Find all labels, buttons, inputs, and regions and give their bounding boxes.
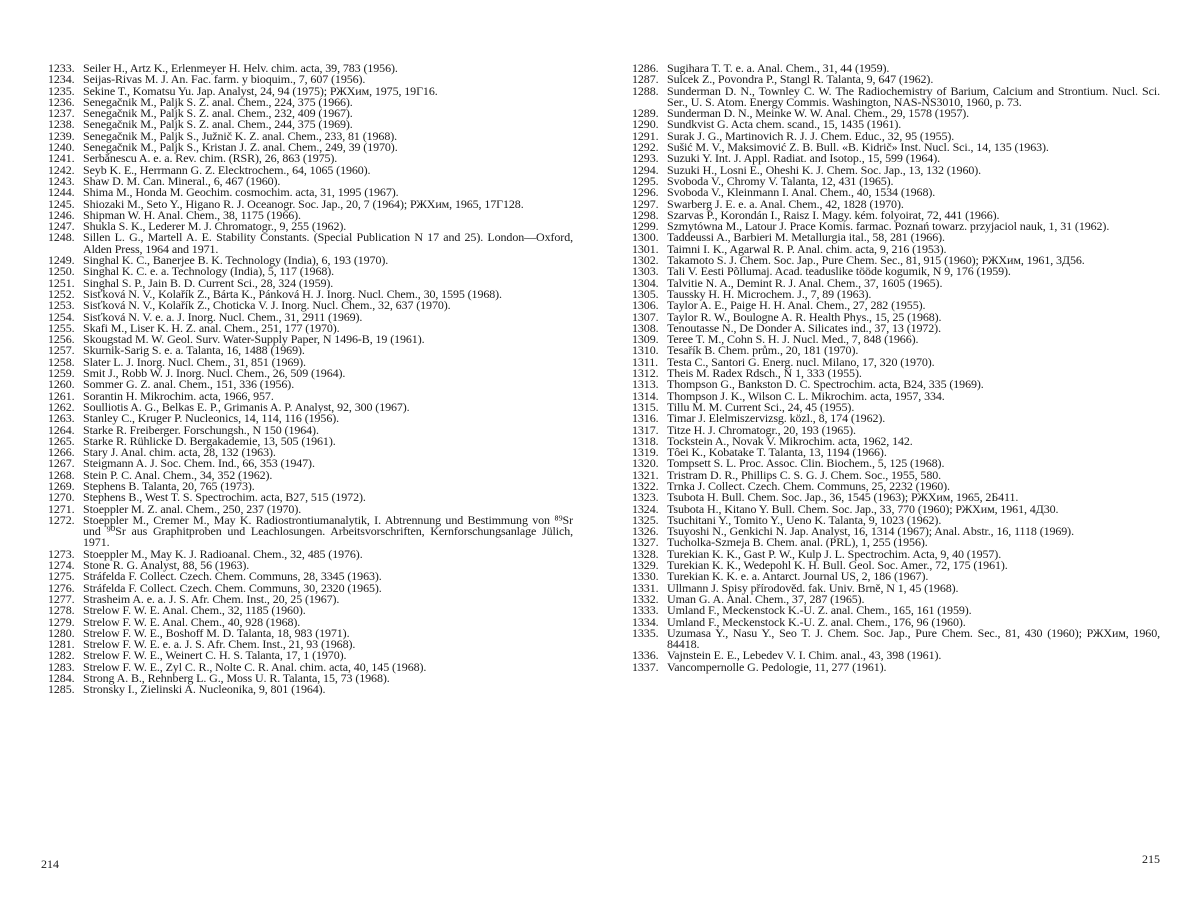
reference-text: Tôei K., Kobatake T. Talanta, 13, 1194 (1966). [667, 445, 887, 460]
reference-number: 1331. [632, 580, 659, 595]
reference-number: 1272. [48, 512, 75, 527]
reference-number: 1268. [48, 467, 75, 482]
reference-number: 1247. [48, 219, 75, 234]
reference-text: Seijas-Rivas M. J. An. Fac. farm. y bioquim., 7, 607 (1956). [83, 72, 366, 87]
reference-text: Szmytówna M., Latour J. Prace Komis. farmac. Poznań towarz. przyjaciol nauk, 1, 31 (1962). [667, 219, 1110, 234]
reference-number: 1238. [48, 117, 75, 132]
reference-entry [48, 684, 573, 695]
reference-text: Strong A. B., Rehnberg L. G., Moss U. R. Talanta, 15, 73 (1968). [83, 671, 390, 686]
reference-text: Senegačnik M., Paljk S., Kristan J. Z. anal. Chem., 249, 39 (1970). [83, 140, 398, 155]
reference-text: Teree T. M., Cohn S. H. J. Nucl. Med., 7, 848 (1966). [667, 332, 919, 347]
reference-text: Starke R. Rühlicke D. Bergakademie, 13, 505 (1961). [83, 433, 336, 448]
reference-text: Strelow F. W. E. Anal. Chem., 40, 928 (1968). [83, 614, 301, 629]
reference-number: 1284. [48, 671, 75, 686]
reference-text: Suzuki H., Losni E., Oheshi K. J. Chem. Soc. Jap., 13, 132 (1960). [667, 162, 982, 177]
reference-list [48, 63, 573, 696]
reference-number: 1304. [632, 275, 659, 290]
reference-text: Sorantin H. Mikrochim. acta, 1966, 957. [83, 388, 274, 403]
reference-text: Senegačnik M., Paljk S. Z. anal. Chem., 224, 375 (1966). [83, 94, 353, 109]
reference-number: 1250. [48, 264, 75, 279]
reference-number: 1273. [48, 546, 75, 561]
reference-text: Strelow F. W. E., Zyl C. R., Nolte C. R. Anal. chim. acta, 40, 145 (1968). [83, 659, 427, 674]
reference-number: 1336. [632, 648, 659, 663]
reference-text: Sisťková N. V., Kolařík Z., Choticka V. J. Inorg. Nucl. Chem., 32, 637 (1970). [83, 298, 451, 313]
reference-number: 1335. [632, 625, 659, 640]
reference-text: Taylor R. W., Boulogne A. R. Health Phys., 15, 25 (1968). [667, 309, 942, 324]
reference-text: Titze H. J. Chromatogr., 20, 193 (1965). [667, 422, 856, 437]
reference-number: 1271. [48, 501, 75, 516]
reference-text: Tesařík B. Chem. prům., 20, 181 (1970). [667, 343, 859, 358]
reference-text: Strelow F. W. E., Weinert C. H. S. Talanta, 17, 1 (1970). [83, 648, 347, 663]
reference-number: 1320. [632, 456, 659, 471]
reference-number: 1259. [48, 366, 75, 381]
reference-text: Sisťková N. V. e. a. J. Inorg. Nucl. Chem., 31, 2911 (1969). [83, 309, 363, 324]
reference-number: 1292. [632, 140, 659, 155]
reference-number: 1236. [48, 94, 75, 109]
reference-number: 1302. [632, 253, 659, 268]
reference-number: 1325. [632, 512, 659, 527]
reference-number: 1243. [48, 173, 75, 188]
page-number: 214 [41, 857, 59, 871]
reference-number: 1309. [632, 332, 659, 347]
reference-text: Szarvas P., Korondán I., Raisz I. Magy. kém. folyoirat, 72, 441 (1966). [667, 207, 1000, 222]
reference-text: Takamoto S. J. Chem. Soc. Jap., Pure Chem. Sec., 81, 915 (1960); РЖХим, 1961, 3Д56. [667, 253, 1085, 268]
reference-number: 1245. [48, 196, 75, 211]
reference-number: 1239. [48, 128, 75, 143]
reference-number: 1330. [632, 569, 659, 584]
reference-number: 1269. [48, 478, 75, 493]
right-page [600, 0, 1200, 906]
reference-number: 1313. [632, 377, 659, 392]
reference-number: 1265. [48, 433, 75, 448]
reference-text: Sundkvist G. Acta chem. scand., 15, 1435 (1961). [667, 117, 902, 132]
reference-list [632, 63, 1160, 673]
reference-text: Shaw D. M. Can. Mineral., 6, 467 (1960). [83, 173, 281, 188]
reference-number: 1287. [632, 72, 659, 87]
reference-text: Singhal S. P., Jain B. D. Current Sci., 28, 324 (1959). [83, 275, 334, 290]
reference-text: Shukla S. K., Lederer M. J. Chromatogr., 9, 255 (1962). [83, 219, 347, 234]
reference-number: 1282. [48, 648, 75, 663]
reference-number: 1290. [632, 117, 659, 132]
reference-number: 1279. [48, 614, 75, 629]
reference-text: Sugihara T. T. e. a. Anal. Chem., 31, 44 (1959). [667, 61, 890, 75]
reference-number: 1322. [632, 478, 659, 493]
reference-text: Stronsky I., Zielinski A. Nucleonika, 9, 801 (1964). [83, 682, 326, 697]
reference-number: 1314. [632, 388, 659, 403]
reference-number: 1251. [48, 275, 75, 290]
reference-text: Sušić M. V., Maksimović Z. B. Bull. «B. Kidrič» Inst. Nucl. Sci., 14, 135 (1963). [667, 140, 1049, 155]
reference-number: 1324. [632, 501, 659, 516]
reference-text: Taimni I. K., Agarwal R. P. Anal. chim. acta, 9, 216 (1953). [667, 241, 947, 256]
reference-text: Tsubota H. Bull. Chem. Soc. Jap., 36, 1545 (1963); РЖХим, 1965, 2Б411. [667, 490, 1019, 505]
reference-text: Suzuki Y. Int. J. Appl. Radiat. and Isotop., 15, 599 (1964). [667, 151, 940, 166]
reference-text: Stoeppler M., Cremer M., May K. Radiostrontiumanalytik, I. Abtrennung und Bestimmung von ⁸⁹Sr und ⁹⁰Sr aus Graphitproben und Leachlosungen. Arbeitsvorschriften, Kernforschungsanlage Jülich, 1971. [83, 512, 573, 550]
reference-text: Singhal K. C., Banerjee B. K. Technology (India), 6, 193 (1970). [83, 253, 389, 268]
reference-number: 1311. [632, 354, 659, 369]
reference-number: 1300. [632, 230, 659, 245]
reference-text: Shiozaki M., Seto Y., Higano R. J. Oceanogr. Soc. Jap., 20, 7 (1964); РЖХим, 1965, 17Г128. [83, 196, 524, 211]
reference-number: 1241. [48, 151, 75, 166]
reference-text: Seiler H., Artz K., Erlenmeyer H. Helv. chim. acta, 39, 783 (1956). [83, 61, 398, 75]
reference-text: Stoeppler M., May K. J. Radioanal. Chem., 32, 485 (1976). [83, 546, 363, 561]
reference-text: Turekian K. K., Wedepohl K. H. Bull. Geol. Soc. Amer., 72, 175 (1961). [667, 558, 1008, 573]
reference-text: Stráfelda F. Collect. Czech. Chem. Communs, 30, 2320 (1965). [83, 580, 382, 595]
reference-number: 1327. [632, 535, 659, 550]
reference-entry [632, 625, 1160, 652]
reference-number: 1254. [48, 309, 75, 324]
reference-number: 1277. [48, 591, 75, 606]
reference-text: Sekine T., Komatsu Yu. Jap. Analyst, 24, 94 (1975); РЖХим, 1975, 19Г16. [83, 83, 438, 98]
reference-text: Tillu M. M. Current Sci., 24, 45 (1955). [667, 399, 855, 414]
reference-text: Tsuyoshi N., Genkichi N. Jap. Analyst, 16, 1314 (1967); Anal. Abstr., 16, 1118 (1969). [667, 524, 1074, 539]
reference-text: Skafi M., Liser K. H. Z. anal. Chem., 251, 177 (1970). [83, 320, 340, 335]
reference-text: Sunderman D. N., Meinke W. W. Anal. Chem., 29, 1578 (1957). [667, 106, 970, 121]
reference-text: Senegačnik M., Paljk S., Južnič K. Z. anal. Chem., 233, 81 (1968). [83, 128, 398, 143]
reference-number: 1281. [48, 637, 75, 652]
reference-number: 1280. [48, 625, 75, 640]
reference-number: 1337. [632, 659, 659, 674]
reference-text: Skougstad M. W. Geol. Surv. Water-Supply Paper, N 1496-B, 19 (1961). [83, 332, 425, 347]
reference-text: Seyb K. E., Herrmann G. Z. Elecktrochem., 64, 1065 (1960). [83, 162, 371, 177]
reference-number: 1234. [48, 72, 75, 87]
reference-text: Vajnstein E. E., Lebedev V. I. Chim. anal., 43, 398 (1961). [667, 648, 942, 663]
reference-number: 1321. [632, 467, 659, 482]
reference-number: 1291. [632, 128, 659, 143]
reference-text: Sisťková N. V., Kolařík Z., Bárta K., Pánková H. J. Inorg. Nucl. Chem., 30, 1595 (1968). [83, 286, 502, 301]
reference-text: Skurnik-Sarig S. e. a. Talanta, 16, 1488 (1969). [83, 343, 305, 358]
reference-text: Shima M., Honda M. Geochim. cosmochim. acta, 31, 1995 (1967). [83, 185, 399, 200]
reference-number: 1315. [632, 399, 659, 414]
reference-text: Taddeussi A., Barbieri M. Metallurgia ital., 58, 281 (1966). [667, 230, 945, 245]
reference-number: 1298. [632, 207, 659, 222]
reference-text: Taussky H. H. Microchem. J., 7, 89 (1963). [667, 286, 872, 301]
reference-text: Sulcek Z., Povondra P., Stangl R. Talanta, 9, 647 (1962). [667, 72, 934, 87]
reference-number: 1312. [632, 366, 659, 381]
reference-number: 1318. [632, 433, 659, 448]
reference-text: Soulliotis A. G., Belkas E. P., Grimanis A. P. Analyst, 92, 300 (1967). [83, 399, 410, 414]
reference-text: Stary J. Anal. chim. acta, 28, 132 (1963). [83, 445, 276, 460]
reference-number: 1261. [48, 388, 75, 403]
reference-text: Surak J. G., Martinovich R. J. J. Chem. Educ., 32, 95 (1955). [667, 128, 955, 143]
reference-number: 1278. [48, 603, 75, 618]
reference-number: 1237. [48, 106, 75, 121]
reference-number: 1289. [632, 106, 659, 121]
reference-number: 1317. [632, 422, 659, 437]
reference-number: 1288. [632, 83, 659, 98]
reference-text: Sunderman D. N., Townley C. W. The Radiochemistry of Barium, Calcium and Strontium. Nucl. Sci. Ser., U. S. Atom. Energy Commis. Washington, NAS-NS3010, 1960, p. 73. [667, 83, 1160, 109]
reference-text: Smit J., Robb W. J. Inorg. Nucl. Chem., 26, 509 (1964). [83, 366, 346, 381]
reference-number: 1296. [632, 185, 659, 200]
reference-number: 1310. [632, 343, 659, 358]
reference-text: Serbănescu A. e. a. Rev. chim. (RSR), 26, 863 (1975). [83, 151, 338, 166]
reference-number: 1308. [632, 320, 659, 335]
reference-text: Shipman W. H. Anal. Chem., 38, 1175 (1966). [83, 207, 301, 222]
reference-number: 1328. [632, 546, 659, 561]
reference-number: 1326. [632, 524, 659, 539]
reference-number: 1256. [48, 332, 75, 347]
reference-number: 1305. [632, 286, 659, 301]
reference-number: 1270. [48, 490, 75, 505]
reference-number: 1263. [48, 411, 75, 426]
reference-number: 1253. [48, 298, 75, 313]
reference-text: Trnka J. Collect. Czech. Chem. Communs, 25, 2232 (1960). [667, 478, 950, 493]
reference-number: 1255. [48, 320, 75, 335]
reference-text: Tsubota H., Kitano Y. Bull. Chem. Soc. Jap., 33, 770 (1960); РЖХим, 1961, 4Д30. [667, 501, 1059, 516]
reference-text: Slater L. J. Inorg. Nucl. Chem., 31, 851 (1969). [83, 354, 306, 369]
reference-number: 1233. [48, 61, 75, 75]
reference-text: Talvitie N. A., Demint R. J. Anal. Chem., 37, 1605 (1965). [667, 275, 943, 290]
reference-text: Singhal K. C. e. a. Technology (India), 5, 117 (1968). [83, 264, 335, 279]
reference-entry [48, 512, 573, 550]
reference-number: 1240. [48, 140, 75, 155]
reference-number: 1262. [48, 399, 75, 414]
reference-number: 1285. [48, 682, 75, 697]
reference-text: Tsuchitani Y., Tomito Y., Ueno K. Talanta, 9, 1023 (1962). [667, 512, 942, 527]
reference-entry [48, 232, 573, 255]
reference-text: Umland F., Meckenstock K.-U. Z. anal. Chem., 176, 96 (1960). [667, 614, 966, 629]
reference-number: 1264. [48, 422, 75, 437]
reference-text: Steigmann A. J. Soc. Chem. Ind., 66, 353 (1947). [83, 456, 315, 471]
reference-number: 1246. [48, 207, 75, 222]
reference-text: Uman G. A. Anal. Chem., 37, 287 (1965). [667, 591, 865, 606]
reference-text: Strelow F. W. E. Anal. Chem., 32, 1185 (1960). [83, 603, 306, 618]
reference-number: 1276. [48, 580, 75, 595]
reference-text: Tristram D. R., Phillips C. S. G. J. Chem. Soc., 1955, 580. [667, 467, 942, 482]
reference-number: 1286. [632, 61, 659, 75]
reference-text: Strelow F. W. E., Boshoff M. D. Talanta, 18, 983 (1971). [83, 625, 350, 640]
reference-number: 1266. [48, 445, 75, 460]
reference-text: Senegačnik M., Paljk S. Z. anal. Chem., 232, 409 (1967). [83, 106, 353, 121]
reference-text: Tucholka-Szmeja B. Chem. anal. (PRL), 1, 255 (1956). [667, 535, 928, 550]
reference-text: Vancompernolle G. Pedologie, 11, 277 (1961). [667, 659, 887, 674]
reference-text: Theis M. Radex Rdsch., N 1, 333 (1955). [667, 366, 862, 381]
reference-text: Stanley C., Kruger P. Nucleonics, 14, 114, 116 (1956). [83, 411, 340, 426]
reference-text: Sillen L. G., Martell A. E. Stability Constants. (Special Publication N 17 and 25). London—Oxford, Alden Press, 1964 and 1971. [83, 230, 573, 256]
reference-number: 1333. [632, 603, 659, 618]
reference-number: 1258. [48, 354, 75, 369]
reference-text: Strasheim A. e. a. J. S. Afr. Chem. Inst., 20, 25 (1967). [83, 591, 340, 606]
reference-text: Svoboda V., Kleinmann I. Anal. Chem., 40, 1534 (1968). [667, 185, 936, 200]
reference-number: 1307. [632, 309, 659, 324]
reference-text: Testa C., Santori G. Energ. nucl. Milano, 17, 320 (1970). [667, 354, 935, 369]
reference-text: Strelow F. W. E. e. a. J. S. Afr. Chem. Inst., 21, 93 (1968). [83, 637, 356, 652]
reference-entry [632, 83, 1160, 109]
reference-number: 1260. [48, 377, 75, 392]
reference-text: Timar J. Elelmiszervizsg. közl., 8, 174 (1962). [667, 411, 886, 426]
reference-number: 1323. [632, 490, 659, 505]
page-number: 215 [1142, 852, 1160, 866]
reference-number: 1299. [632, 219, 659, 234]
reference-number: 1306. [632, 298, 659, 313]
reference-number: 1329. [632, 558, 659, 573]
reference-text: Umland F., Meckenstock K.-U. Z. anal. Chem., 165, 161 (1959). [667, 603, 972, 618]
reference-text: Stoeppler M. Z. anal. Chem., 250, 237 (1970). [83, 501, 302, 516]
reference-number: 1334. [632, 614, 659, 629]
reference-text: Turekian K. K. e. a. Antarct. Journal US, 2, 186 (1967). [667, 569, 929, 584]
reference-number: 1257. [48, 343, 75, 358]
reference-text: Tompsett S. L. Proc. Assoc. Clin. Biochem., 5, 125 (1968). [667, 456, 945, 471]
reference-text: Stone R. G. Analyst, 88, 56 (1963). [83, 558, 250, 573]
reference-entry [632, 659, 1160, 674]
reference-number: 1295. [632, 173, 659, 188]
reference-number: 1267. [48, 456, 75, 471]
reference-text: Stephens B. Talanta, 20, 765 (1973). [83, 478, 255, 493]
reference-text: Turekian K. K., Gast P. W., Kulp J. L. Spectrochim. Acta, 9, 40 (1957). [667, 546, 1002, 561]
reference-number: 1274. [48, 558, 75, 573]
reference-text: Thompson G., Bankston D. C. Spectrochim. acta, B24, 335 (1969). [667, 377, 984, 392]
reference-text: Taylor A. E., Paige H. H. Anal. Chem., 27, 282 (1955). [667, 298, 926, 313]
reference-text: Svoboda V., Chromy V. Talanta, 12, 431 (1965). [667, 173, 894, 188]
reference-number: 1301. [632, 241, 659, 256]
reference-number: 1297. [632, 196, 659, 211]
reference-number: 1242. [48, 162, 75, 177]
reference-number: 1252. [48, 286, 75, 301]
reference-number: 1293. [632, 151, 659, 166]
reference-text: Ullmann J. Spisy přírodověd. fak. Univ. Brně, N 1, 45 (1968). [667, 580, 959, 595]
reference-number: 1248. [48, 230, 75, 245]
reference-text: Stein P. C. Anal. Chem., 34, 352 (1962). [83, 467, 273, 482]
reference-number: 1316. [632, 411, 659, 426]
reference-text: Tenoutasse N., De Donder A. Silicates ind., 37, 13 (1972). [667, 320, 941, 335]
reference-number: 1332. [632, 591, 659, 606]
reference-text: Thompson J. K., Wilson C. L. Mikrochim. acta, 1957, 334. [667, 388, 945, 403]
reference-number: 1235. [48, 83, 75, 98]
reference-number: 1283. [48, 659, 75, 674]
reference-text: Stephens B., West T. S. Spectrochim. acta, B27, 515 (1972). [83, 490, 366, 505]
reference-text: Swarberg J. E. e. a. Anal. Chem., 42, 1828 (1970). [667, 196, 904, 211]
reference-text: Sommer G. Z. anal. Chem., 151, 336 (1956). [83, 377, 295, 392]
reference-text: Uzumasa Y., Nasu Y., Seo T. J. Chem. Soc. Jap., Pure Chem. Sec., 81, 430 (1960); РЖХим, 1960, 84418. [667, 625, 1160, 652]
reference-number: 1303. [632, 264, 659, 279]
reference-text: Stráfelda F. Collect. Czech. Chem. Communs, 28, 3345 (1963). [83, 569, 382, 584]
reference-text: Starke R. Freiberger. Forschungsh., N 150 (1964). [83, 422, 319, 437]
reference-number: 1275. [48, 569, 75, 584]
reference-number: 1244. [48, 185, 75, 200]
reference-number: 1319. [632, 445, 659, 460]
reference-text: Tockstein A., Novak V. Mikrochim. acta, 1962, 142. [667, 433, 913, 448]
reference-text: Senegačnik M., Paljk S. Z. anal. Chem., 244, 375 (1969). [83, 117, 353, 132]
reference-number: 1249. [48, 253, 75, 268]
reference-number: 1294. [632, 162, 659, 177]
reference-text: Tali V. Eesti Põllumaj. Acad. teaduslike tööde kogumik, N 9, 176 (1959). [667, 264, 1011, 279]
